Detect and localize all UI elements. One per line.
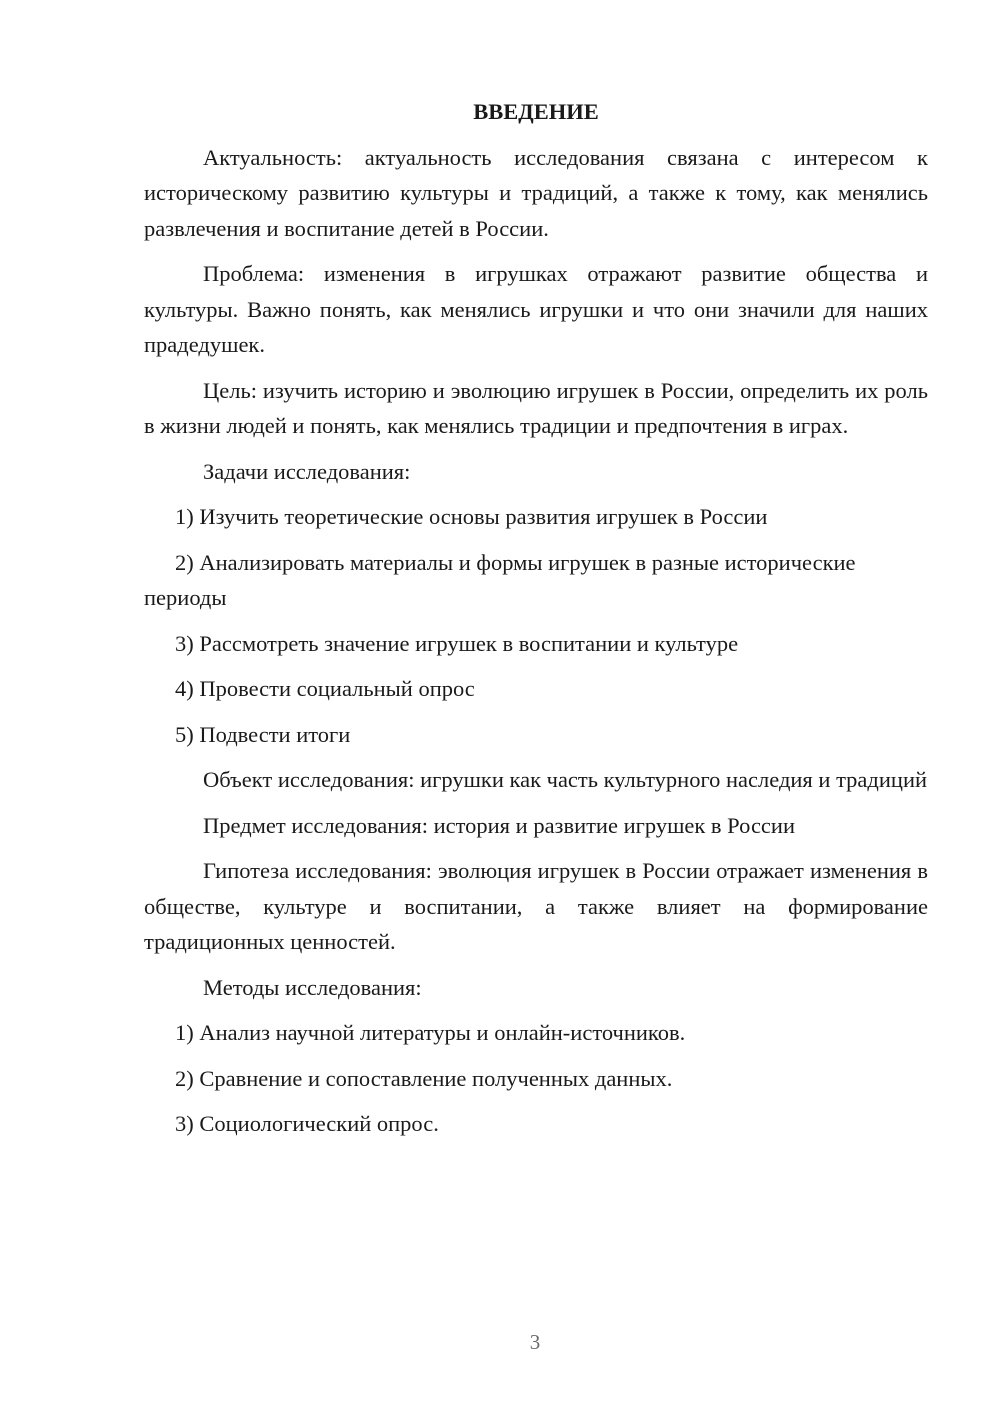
- subject-paragraph: Предмет исследования: история и развитие игрушек в России: [203, 812, 795, 838]
- task-item: 5) Подвести итоги: [175, 721, 351, 747]
- methods-heading: Методы исследования:: [203, 974, 422, 1000]
- task-item: 2) Анализировать материалы и формы игрушек в разные исторические периоды: [144, 549, 856, 610]
- page-number: 3: [529, 1330, 541, 1354]
- page-content: [144, 94, 928, 1152]
- object-paragraph: Объект исследования: игрушки как часть культурного наследия и традиций: [203, 767, 928, 792]
- method-item: 1) Анализ научной литературы и онлайн-источников.: [175, 1020, 686, 1045]
- relevance-paragraph: Актуальность: актуальность исследования связана с интересом к историческому развитию культуры и традиций, а также к тому, как менялись развлечения и воспитание детей в России.: [144, 144, 928, 241]
- task-item: 1) Изучить теоретические основы развития игрушек в России: [175, 504, 768, 529]
- hypothesis-paragraph: Гипотеза исследования: эволюция игрушек в России отражает изменения в обществе, культуре и воспитании, а также влияет на формирование традиционных ценностей.: [144, 858, 928, 954]
- page-title: ВВЕДЕНИЕ: [473, 99, 599, 124]
- tasks-heading: Задачи исследования:: [203, 458, 411, 484]
- task-item: 3) Рассмотреть значение игрушек в воспитании и культуре: [175, 630, 739, 656]
- goal-paragraph: Цель: изучить историю и эволюцию игрушек в России, определить их роль в жизни людей и понять, как менялись традиции и предпочтения в играх.: [144, 377, 928, 438]
- task-item: 4) Провести социальный опрос: [175, 676, 475, 701]
- method-item: 2) Сравнение и сопоставление полученных данных.: [175, 1065, 673, 1091]
- method-item: 3) Социологический опрос.: [175, 1111, 439, 1136]
- problem-paragraph: Проблема: изменения в игрушках отражают развитие общества и культуры. Важно понять, как менялись игрушки и что они значили для наших прадедушек.: [144, 261, 928, 357]
